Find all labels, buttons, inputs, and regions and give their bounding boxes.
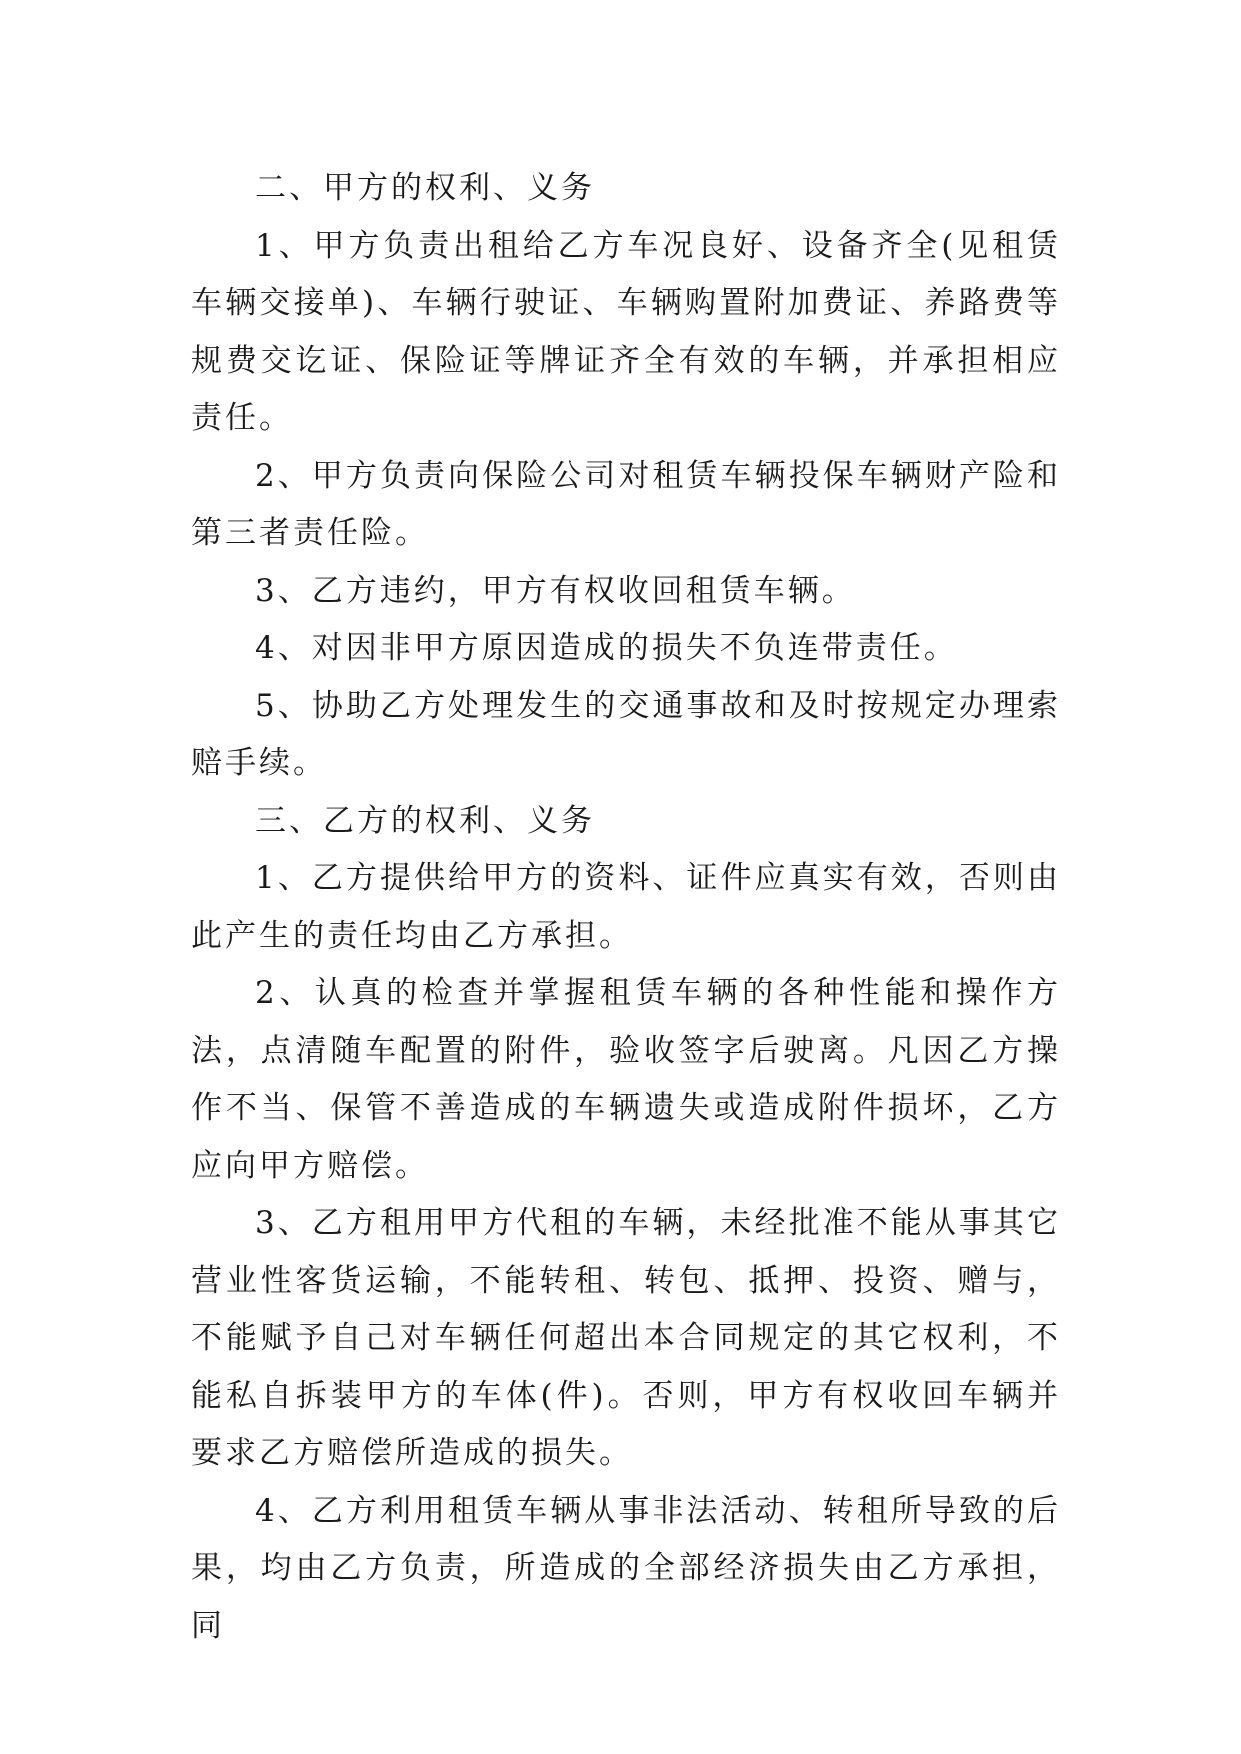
paragraph-party-b-item-4: 4、乙方利用租赁车辆从事非法活动、转租所导致的后果，均由乙方负责，所造成的全部经济损失由乙方承担，同	[191, 1492, 1061, 1644]
paragraph-party-a-item-3: 3、乙方违约，甲方有权收回租赁车辆。	[255, 572, 856, 609]
paragraph-party-b-item-1: 1、乙方提供给甲方的资料、证件应真实有效，否则由此产生的责任均由乙方承担。	[191, 860, 1061, 954]
paragraph-party-b-item-3: 3、乙方租用甲方代租的车辆，未经批准不能从事其它营业性客货运输，不能转租、转包、抵押、投资、赠与，不能赋予自己对车辆任何超出本合同规定的其它权利，不能私自拆装甲方的车体(件)。否则，甲方有权收回车辆并要求乙方赔偿所造成的损失。	[191, 1205, 1061, 1471]
paragraph-party-a-item-4: 4、对因非甲方原因造成的损失不负连带责任。	[255, 630, 958, 666]
paragraph-party-b-item-2: 2、认真的检查并掌握租赁车辆的各种性能和操作方法，点清随车配置的附件，验收签字后驶离。凡因乙方操作不当、保管不善造成的车辆遗失或造成附件损坏，乙方应向甲方赔偿。	[191, 975, 1061, 1184]
paragraph-party-a-item-5: 5、协助乙方处理发生的交通事故和及时按规定办理索赔手续。	[191, 687, 1061, 781]
paragraph-party-a-item-1: 1、甲方负责出租给乙方车况良好、设备齐全(见租赁车辆交接单)、车辆行驶证、车辆购置附加费证、养路费等规费交讫证、保险证等牌证齐全有效的车辆，并承担相应责任。	[191, 227, 1061, 436]
section-heading-party-b: 三、乙方的权利、义务	[255, 802, 595, 839]
paragraph-party-a-item-2: 2、甲方负责向保险公司对租赁车辆投保车辆财产险和第三者责任险。	[191, 457, 1061, 551]
section-heading-party-a: 二、甲方的权利、义务	[255, 170, 595, 206]
document-body	[191, 160, 1061, 1655]
